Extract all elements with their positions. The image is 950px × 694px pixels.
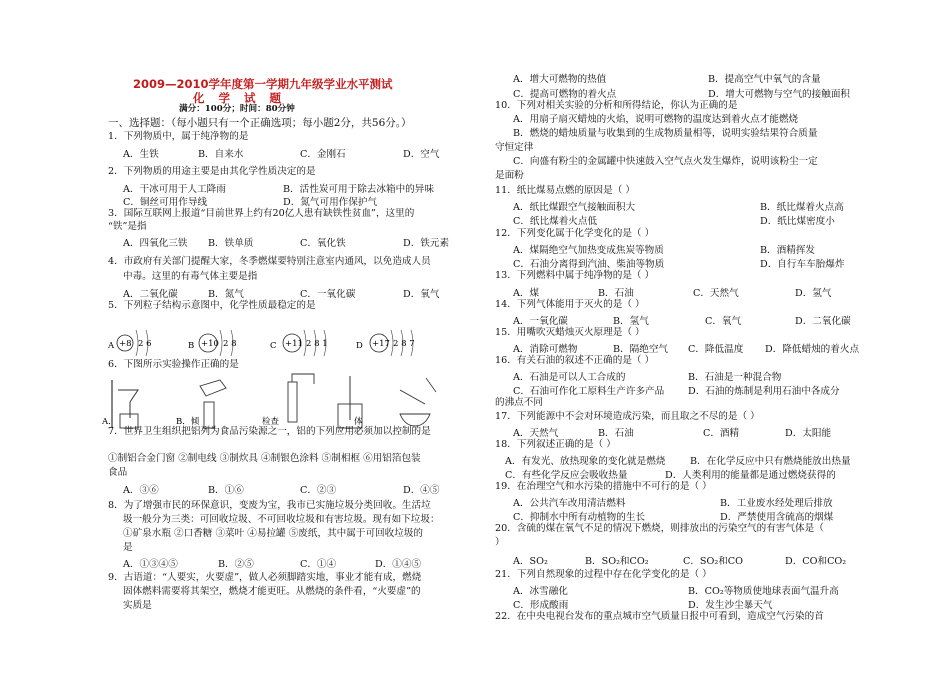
atom-d-nucleus-label: +17 (372, 339, 390, 349)
q10-option-a: A．用扇子扇灭蜡烛的火焰，说明可燃物的温度达到着火点才能燃烧 (513, 114, 799, 125)
q11-option-d: D．纸比煤密度小 (760, 216, 835, 227)
q10-option-c-cont: 是面粉 (495, 170, 524, 181)
q11-option-c: C．纸比煤着火点低 (513, 216, 598, 227)
q19-option-b: B．工业废水经处理后排放 (720, 498, 833, 509)
atom-b (188, 330, 237, 356)
question-20: 20．含硫的煤在氧气不足的情况下燃烧，则排放出的污染空气的有害气体是（ (495, 523, 824, 534)
q13-option-b: B．石油 (598, 288, 634, 299)
q8-option-c: C．①④ (300, 559, 337, 570)
exam-title: 2009—2010学年度第一学期九年级学业水平测试 (133, 77, 393, 91)
q11-option-b: B．纸比煤着火点高 (760, 202, 844, 213)
exam-meta: 满分：100分；时间：80分钟 (179, 104, 295, 114)
q14-option-a: A．一氧化碳 (513, 316, 568, 327)
question-14: 14．下列气体能用于灭火的是（ ） (495, 299, 645, 310)
q21-option-a: A．冰雪融化 (513, 586, 568, 597)
q17-option-c: C．酒精 (703, 428, 740, 439)
atom-a-label: A (108, 341, 115, 351)
q9-option-c: C．提高可燃物的着火点 (513, 89, 617, 100)
lab-d-label: 体 (354, 417, 363, 427)
q3-option-a: A．四氧化三铁 (123, 238, 188, 249)
q7-option-a: A．③⑥ (123, 485, 159, 496)
question-4-cont: 中毒。这里的有毒气体主要是指 (123, 271, 258, 282)
atom-d (356, 330, 415, 356)
question-5: 5．下列粒子结构示意图中，化学性质最稳定的是 (108, 300, 316, 311)
atom-c-nucleus-label: +11 (285, 339, 303, 349)
checking-airtightness (262, 374, 314, 427)
question-8-cont1: 圾一般分为三类：可回收垃圾、不可回收垃圾和有害垃圾。现有如下垃圾： (123, 514, 440, 525)
q16-option-d-cont: 的沸点不同 (495, 397, 543, 408)
q20-option-a: A．SO₂ (513, 556, 548, 567)
q18-option-d: D．人类利用的能量都是通过燃烧获得的 (665, 470, 836, 481)
q3-option-c: C．氧化铁 (300, 238, 346, 249)
q12-option-a: A．煤隔绝空气加热变成焦炭等物质 (513, 245, 664, 256)
question-21: 21．下列自然现象的过程中存在化学变化的是（ ） (495, 569, 712, 580)
question-9-cont1: 固体燃料需要将其架空，燃烧才能更旺。从燃烧的条件看，“火要虚”的 (123, 586, 421, 597)
q18-option-a: A．有发光、放热现象的变化就是燃烧 (505, 456, 666, 467)
atom-b-nucleus-label: +10 (201, 339, 219, 349)
question-9: 9．古语道：“人要实，火要虚”，做人必须脚踏实地，事业才能有成，燃烧 (108, 572, 422, 583)
q20-option-c: C．SO₂和CO (683, 556, 744, 567)
q1-option-c: C．金刚石 (300, 149, 346, 160)
lab-c-label: 检查 (262, 417, 280, 427)
q4-option-b: B．氮气 (208, 289, 244, 300)
q16-option-a: A．石油是可以人工合成的 (513, 372, 626, 383)
lab-operations-figure (100, 370, 440, 432)
funnel-filtration (101, 380, 138, 428)
question-7-items-cont: 食品 (108, 467, 128, 478)
atom-b-label: B (188, 341, 195, 351)
q8-option-a: A．①③④⑤ (123, 559, 178, 570)
question-8-cont2: ①矿泉水瓶 ②口香糖 ③菜叶 ④易拉罐 ⑤废纸，其中属于可回收垃圾的 (123, 528, 424, 539)
q10-option-b: B．燃烧的蜡烛质量与收集到的生成物质量相等，说明实验结果符合质量 (513, 128, 818, 139)
q1-option-d: D．空气 (403, 149, 440, 160)
question-7-items: ①制铝合金门窗 ②制电线 ③制炊具 ④制银色涂料 ⑤制相框 ⑥用铝箔包装 (108, 453, 421, 464)
atom-a-electrons: 2 6 (138, 339, 152, 349)
section-heading: 一、选择题：（每小题只有一个正确选项；每小题2分，共56分。） (108, 117, 412, 129)
q21-option-b: B．CO₂等物质使地球表面气温升高 (688, 586, 839, 597)
question-22: 22．在中央电视台发布的重点城市空气质量日报中可看到，造成空气污染的首 (495, 611, 824, 622)
q16-option-d: D．石油的炼制是利用石油中各成分 (688, 386, 840, 397)
q4-option-d: D．氧气 (403, 289, 440, 300)
question-18: 18．下列叙述正确的是（ ） (495, 439, 616, 450)
q15-option-a: A．消除可燃物 (513, 344, 578, 355)
question-9-cont2: 实质是 (123, 600, 152, 611)
exam-subject: 化 学 试 题 (193, 91, 287, 105)
q12-option-c: C．石油分离得到汽油、柴油等物质 (513, 259, 665, 270)
q19-option-c: C．抑制水中所有动植物的生长 (513, 512, 646, 523)
q21-option-d: D．发生沙尘暴天气 (688, 600, 773, 611)
q9-option-a: A．增大可燃物的热值 (513, 74, 607, 85)
question-7: 7．世界卫生组织把铝列为食品污染源之一，铝的下列应用必须加以控制的是 (108, 426, 431, 437)
q14-option-c: C．氧气 (705, 316, 742, 327)
question-3-cont: “铁”是指 (108, 221, 147, 232)
question-20-cont: ） (495, 537, 505, 548)
question-11: 11．纸比煤易点燃的原因是（ ） (495, 185, 635, 196)
atom-d-electrons: 2 8 7 (393, 339, 415, 349)
q4-option-c: C．一氧化碳 (300, 289, 356, 300)
q9-option-d: D．增大可燃物与空气的接触面积 (708, 89, 851, 100)
atom-a (107, 330, 152, 356)
q19-option-a: A．公共汽车改用清洁燃料 (513, 498, 626, 509)
atom-c-electrons: 2 8 1 (306, 339, 328, 349)
q10-option-c: C．向盛有粉尘的金属罐中快速鼓入空气点火发生爆炸，说明该粉尘一定 (513, 156, 818, 167)
q18-option-b: B．在化学反应中只有燃烧能放出热量 (690, 456, 851, 467)
q2-option-a: A．干冰可用于人工降雨 (123, 184, 226, 195)
q20-option-b: B．SO₂和CO₂ (585, 556, 649, 567)
q11-option-a: A．纸比煤跟空气接触面积大 (513, 202, 636, 213)
question-16: 16．有关石油的叙述不正确的是（ ） (495, 355, 655, 366)
q1-option-b: B．自来水 (198, 149, 244, 160)
q16-option-b: B．石油是一种混合物 (688, 372, 782, 383)
question-4: 4．市政府有关部门提醒大家，冬季燃煤要特别注意室内通风，以免造成人员 (108, 256, 431, 267)
q13-option-c: C．天然气 (693, 288, 739, 299)
question-12: 12．下列变化属于化学变化的是（ ） (495, 228, 655, 239)
q21-option-c: C．形成酸雨 (513, 600, 569, 611)
atom-c (270, 330, 328, 356)
heating-liquid (338, 376, 363, 428)
q4-option-a: A．二氧化碳 (123, 289, 178, 300)
q12-option-b: B．酒精挥发 (760, 245, 816, 256)
q2-option-c: C．铜丝可用作导线 (123, 197, 208, 208)
q3-option-b: B．铁单质 (208, 238, 254, 249)
q13-option-a: A．煤 (513, 288, 540, 299)
q15-option-b: B．隔绝空气 (613, 344, 669, 355)
q17-option-b: B．石油 (598, 428, 634, 439)
question-15: 15．用嘴吹灭蜡烛灭火原理是（ ） (495, 327, 645, 338)
q8-option-d: D．①④⑤ (375, 559, 422, 570)
atom-c-label: C (270, 341, 277, 351)
q19-option-d: D．严禁使用含硫高的烟煤 (720, 512, 834, 523)
q10-option-b-cont: 守恒定律 (495, 142, 534, 153)
alcohol-lamp (400, 378, 436, 426)
lab-b-label: B．倾 (176, 417, 200, 427)
atom-structure-figure (100, 318, 440, 358)
question-10: 10．下列对相关实验的分析和所得结论，你认为正确的是 (495, 100, 738, 111)
q17-option-a: A．天然气 (513, 428, 559, 439)
atom-b-electrons: 2 8 (223, 339, 237, 349)
q17-option-d: D．太阳能 (785, 428, 832, 439)
q1-option-a: A．生铁 (123, 149, 159, 160)
atom-a-nucleus-label: +8 (119, 339, 132, 349)
q9-option-b: B．提高空气中氧气的含量 (708, 74, 821, 85)
q13-option-d: D．氢气 (795, 288, 832, 299)
question-8: 8．为了增强市民的环保意识，变废为宝，我市已实施垃圾分类回收。生活垃 (108, 500, 431, 511)
question-8-cont3: 是 (123, 542, 133, 553)
question-6: 6．下图所示实验操作正确的是 (108, 359, 239, 370)
lab-a-label: A． (102, 417, 117, 427)
question-13: 13．下列燃料中属于纯净物的是（ ） (495, 270, 655, 281)
question-17: 17．下列能源中不会对环境造成污染，而且取之不尽的是（ ） (495, 411, 760, 422)
q20-option-d: D．CO和CO₂ (785, 556, 847, 567)
q12-option-d: D．自行车车胎爆炸 (760, 259, 845, 270)
question-19: 19．在治理空气和水污染的措施中不可行的是（ ） (495, 481, 712, 492)
q14-option-b: B．氢气 (613, 316, 649, 327)
q14-option-d: D．二氧化碳 (795, 316, 851, 327)
q7-option-d: D．④⑤ (403, 485, 440, 496)
question-2: 2．下列物质的用途主要是由其化学性质决定的是 (108, 166, 316, 177)
q3-option-d: D．铁元素 (403, 238, 450, 249)
q7-option-b: B．①⑥ (208, 485, 244, 496)
q7-option-c: C．②③ (300, 485, 337, 496)
pouring-liquid (176, 380, 226, 428)
question-3: 3．国际互联网上报道“目前世界上约有20亿人患有缺铁性贫血”，这里的 (108, 208, 415, 219)
question-1: 1．下列物质中，属于纯净物的是 (108, 131, 249, 142)
q8-option-b: B．②⑤ (218, 559, 254, 570)
q2-option-b: B．活性炭可用于除去冰箱中的异味 (283, 184, 434, 195)
q18-option-c: C．有些化学反应会吸收热量 (505, 470, 628, 481)
q2-option-d: D．氮气可用作保护气 (283, 197, 378, 208)
q16-option-c: C．石油可作化工原料生产许多产品 (513, 386, 665, 397)
q15-option-c: C．降低温度 (688, 344, 744, 355)
q15-option-d: D．降低蜡烛的着火点 (765, 344, 860, 355)
atom-d-label: D (356, 341, 363, 351)
